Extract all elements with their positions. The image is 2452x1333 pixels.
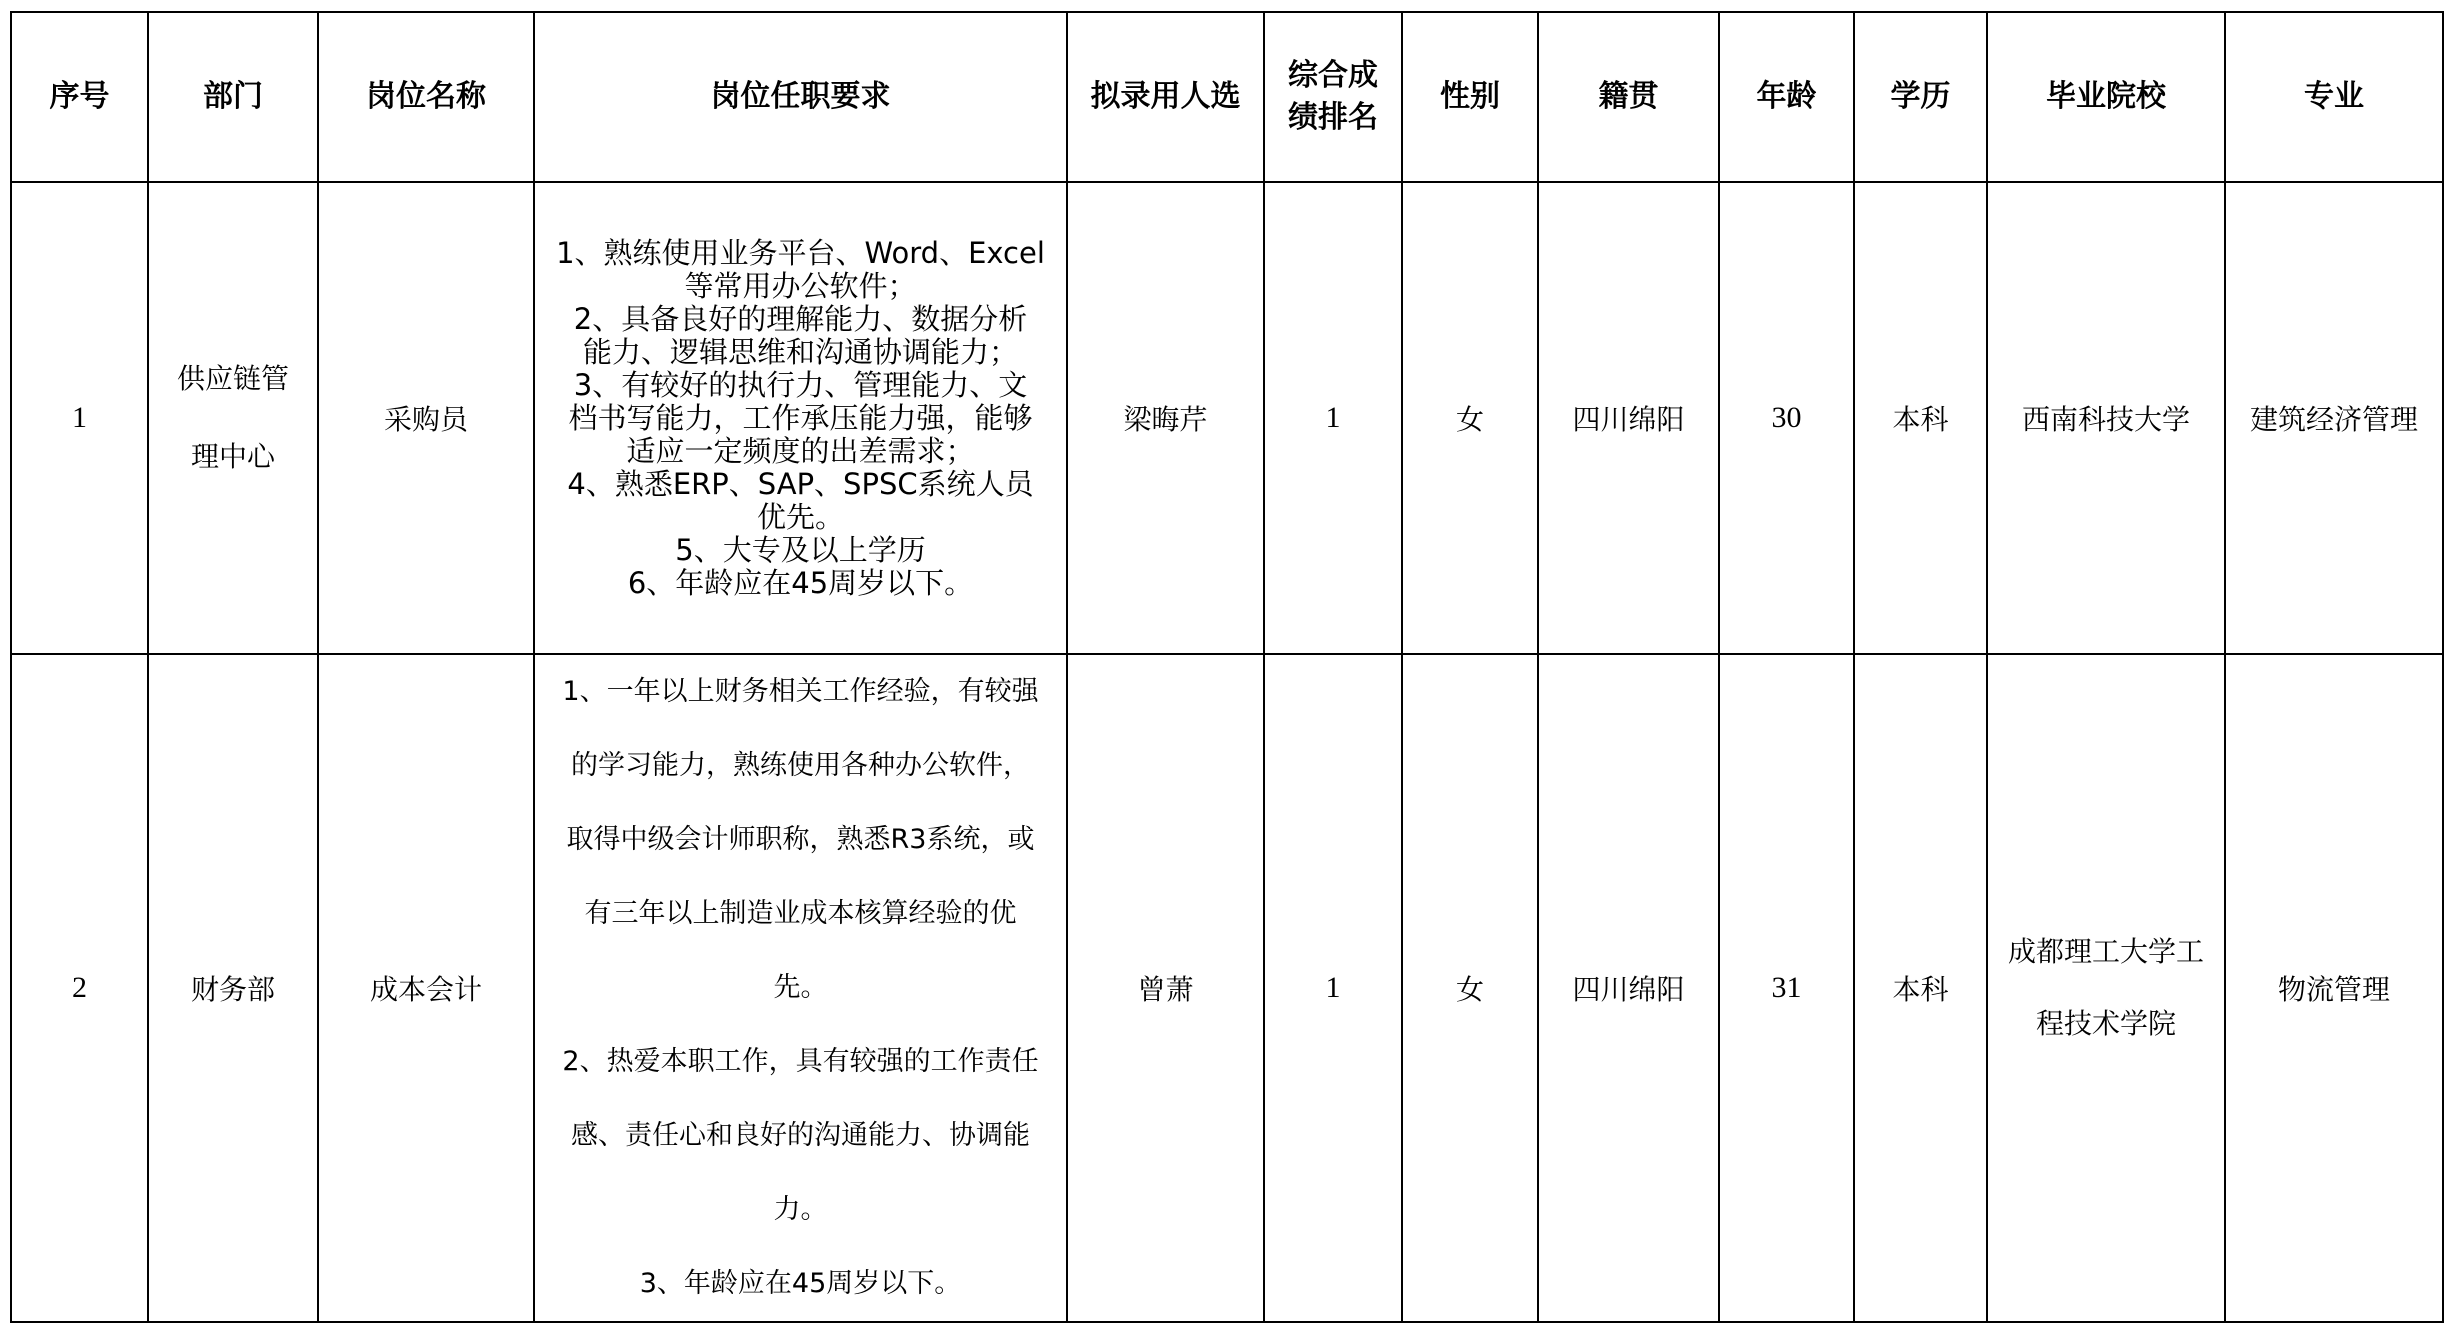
header-position: 岗位名称: [318, 12, 534, 182]
header-gender: 性别: [1402, 12, 1538, 182]
cell-department: 供应链管 理中心: [148, 182, 318, 654]
cell-education: 本科: [1854, 654, 1987, 1322]
cell-requirements: 1、一年以上财务相关工作经验，有较强 的学习能力，熟练使用各种办公软件， 取得中级会计师职称，熟悉R3系统，或 有三年以上制造业成本核算经验的优 先。 2、热爱本职工作，具有较强的工作责任 感、责任心和良好的沟通能力、协调能 力。 3、年龄应在45周岁以下。: [534, 654, 1067, 1322]
header-age: 年龄: [1719, 12, 1854, 182]
header-department: 部门: [148, 12, 318, 182]
cell-department: 财务部: [148, 654, 318, 1322]
header-hometown: 籍贯: [1538, 12, 1719, 182]
cell-major: 物流管理: [2225, 654, 2443, 1322]
cell-major: 建筑经济管理: [2225, 182, 2443, 654]
cell-school: 西南科技大学: [1987, 182, 2225, 654]
header-school: 毕业院校: [1987, 12, 2225, 182]
cell-gender: 女: [1402, 182, 1538, 654]
header-rank: 综合成 绩排名: [1264, 12, 1402, 182]
cell-requirements: 1、熟练使用业务平台、Word、Excel 等常用办公软件； 2、具备良好的理解能力、数据分析 能力、逻辑思维和沟通协调能力； 3、有较好的执行力、管理能力、文 档书写能力，工作承压能力强，能够 适应一定频度的出差需求； 4、熟悉ERP、SAP、SPSC系统人员 优先。 5、大专及以上学历 6、年龄应在45周岁以下。: [534, 182, 1067, 654]
cell-position: 采购员: [318, 182, 534, 654]
cell-hometown: 四川绵阳: [1538, 654, 1719, 1322]
cell-age: 30: [1719, 182, 1854, 654]
cell-education: 本科: [1854, 182, 1987, 654]
recruitment-table: [10, 11, 2444, 1323]
header-row: [11, 12, 2443, 182]
cell-candidate: 曾萧: [1067, 654, 1264, 1322]
header-education: 学历: [1854, 12, 1987, 182]
table-row: [11, 182, 2443, 654]
cell-index: 2: [11, 654, 148, 1322]
cell-school: 成都理工大学工 程技术学院: [1987, 654, 2225, 1322]
header-index: 序号: [11, 12, 148, 182]
header-major: 专业: [2225, 12, 2443, 182]
cell-age: 31: [1719, 654, 1854, 1322]
cell-rank: 1: [1264, 182, 1402, 654]
header-requirements: 岗位任职要求: [534, 12, 1067, 182]
cell-candidate: 梁晦芹: [1067, 182, 1264, 654]
cell-gender: 女: [1402, 654, 1538, 1322]
cell-hometown: 四川绵阳: [1538, 182, 1719, 654]
table-row: [11, 654, 2443, 1322]
cell-index: 1: [11, 182, 148, 654]
cell-position: 成本会计: [318, 654, 534, 1322]
header-candidate: 拟录用人选: [1067, 12, 1264, 182]
cell-rank: 1: [1264, 654, 1402, 1322]
